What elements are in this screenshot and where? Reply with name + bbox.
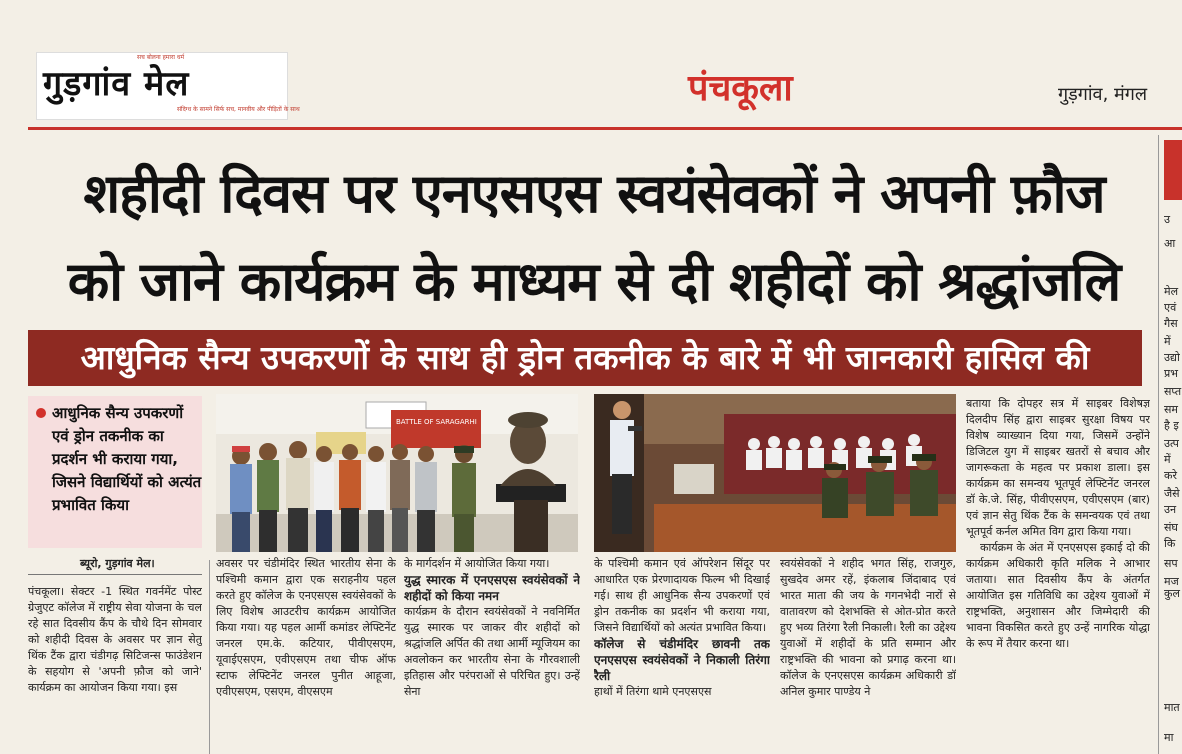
article-column-5 (780, 556, 956, 754)
article-column-4 (594, 556, 770, 754)
headline-line-1: शहीदी दिवस पर एनएसएस स्वयंसेवकों ने अपनी फ़ौज (83, 162, 1105, 225)
adjacent-text-fragment: जैसे (1164, 487, 1180, 500)
adjacent-text-fragment: उ (1164, 213, 1171, 226)
board-title: BATTLE OF SARAGARHI (396, 418, 477, 426)
adjacent-text-fragment: आ (1164, 237, 1176, 250)
column-4-text-a: के पश्चिमी कमान एवं ऑपरेशन सिंदूर पर आधारित एक प्रेरणादायक फिल्म भी दिखाई गई। साथ ही आधुनिक सैन्य उपकरणों एवं ड्रोन तकनीक का प्रदर्शन भी कराया गया, जिसने विद्यार्थियों को अत्यंत प्रभावित किया। (594, 557, 770, 634)
byline-divider (28, 574, 202, 575)
adjacent-text-fragment: गैस (1164, 317, 1178, 330)
dateline: गुड़गांव, मंगल (1058, 84, 1148, 105)
column-3-subheading: युद्ध स्मारक में एनएसएस स्वयंसेवकों ने शहीदों को किया नमन (404, 573, 580, 603)
masthead-divider (28, 127, 1182, 130)
photo1-illustration (216, 394, 578, 552)
adjacent-text-fragment: में (1164, 335, 1171, 348)
article-column-6 (966, 396, 1150, 754)
adjacent-text-fragment: कुल (1164, 587, 1180, 600)
adjacent-text-fragment: सप्त (1164, 385, 1182, 398)
column-4-subheading: कॉलेज से चंडीमंदिर छावनी तक एनएसएस स्वयंसेवकों ने निकाली तिरंगा रैली (594, 637, 770, 683)
adjacent-text-fragment: प्रभ (1164, 367, 1178, 380)
photo2-illustration (594, 394, 956, 552)
adjacent-text-fragment: सप (1164, 557, 1178, 570)
adjacent-text-fragment: संघ (1164, 521, 1178, 534)
logo-tagline: संदिग्ध के सामने सिर्फ सच, मानवीय और पीड़ितों के साथ (177, 106, 300, 113)
subhead-text: आधुनिक सैन्य उपकरणों के साथ ही ड्रोन तकनीक के बारे में भी जानकारी हासिल की (80, 338, 1090, 377)
headline (34, 150, 1154, 326)
adjacent-text-fragment: उद्यो (1164, 351, 1180, 364)
adjacent-text-fragment: मात (1164, 701, 1180, 714)
column-6-text-a: बताया कि दोपहर सत्र में साइबर विशेषज्ञ दिलदीप सिंह द्वारा साइबर सुरक्षा विषय पर विशेष व्याख्यान दिया गया, जिसमें उन्होंने डिजिटल युग में साइबर खतरों से बचाव और जागरूकता के महत्व पर प्रकाश डाला। इस कार्यक्रम का समन्वय भूतपूर्व लेफ्टिनेंट जनरल डॉ के.जे. सिंह, पीवीएसएम, एवीएसएम (बार) एवं ज्ञान सेतु थिंक टैंक के समन्वयक एवं तथा भूतपूर्व कर्नल अमित विग द्वारा किया गया। (966, 397, 1150, 538)
column-1-text: पंचकूला। सेक्टर -1 स्थित गवर्नमेंट पोस्ट ग्रेजुएट कॉलेज में राष्ट्रीय सेवा योजना के चल रहे सात दिवसीय कैंप के चौथे दिन सोमवार को शहीदी दिवस के अवसर पर ज्ञान सेतु थिंक टैंक द्वारा चंडीगढ़ सिटिजन्स फाउंडेशन के सहयोग से 'अपनी फ़ौज को जाने' कार्यक्रम का आयोजन किया गया। इस (28, 585, 202, 694)
adjacent-text-fragment: मेल (1164, 285, 1179, 298)
column-4-text-b: हाथों में तिरंगा थामे एनएसएस (594, 685, 712, 698)
section-title: पंचकूला (688, 68, 793, 109)
adjacent-text-fragment: एवं (1164, 301, 1177, 314)
article-column-1 (28, 584, 202, 754)
highlight-text: आधुनिक सैन्य उपकरणों एवं ड्रोन तकनीक का प्रदर्शन भी कराया गया, जिसने विद्यार्थियों को अत्यंत प्रभावित किया (52, 404, 202, 514)
column-3-text-a: के मार्गदर्शन में आयोजित किया गया। (404, 557, 550, 570)
adjacent-text-fragment: में (1164, 453, 1171, 466)
adjacent-text-fragment: सम (1164, 403, 1179, 416)
adjacent-text-fragment: मा (1164, 731, 1174, 744)
adjacent-text-fragment: मज (1164, 575, 1179, 588)
adjacent-text-fragment: है इ (1164, 419, 1179, 432)
adjacent-text-fragment: उत्प (1164, 437, 1179, 450)
adjacent-text-fragment: उन (1164, 503, 1177, 516)
column-divider (209, 560, 210, 754)
photo-students-with-soldier (216, 394, 578, 552)
article-column-3 (404, 556, 580, 754)
column-6-text-b: कार्यक्रम के अंत में एनएसएस इकाई दो की कार्यक्रम अधिकारी कृति मलिक ने आभार जताया। सात दिवसीय कैंप के अंतर्गत आयोजित इस गतिविधि का उद्देश्य युवाओं में राष्ट्रभक्ति, अनुशासन और जिम्मेदारी की भावना विकसित करते हुए उन्हें नागरिक योद्धा के रूप में तैयार करना था। (966, 541, 1150, 650)
column-5-text: स्वयंसेवकों ने शहीद भगत सिंह, राजगुरु, सुखदेव अमर रहें, इंकलाब जिंदाबाद एवं भारत माता की जय के गगनभेदी नारों से वातावरण को देशभक्ति से ओत-प्रोत करते हुए भव्य तिरंगा रैली निकाली। रैली का उद्देश्य युवाओं में शहीदों के प्रति सम्मान और राष्ट्रभक्ति की भावना को प्रगाढ़ करना था। कॉलेज के एनएसएस कार्यक्रम अधिकारी डॉ अनिल कुमार पाण्डेय ने (780, 557, 956, 698)
masthead (28, 48, 1182, 126)
logo-text: गुड़गांव मेल (43, 64, 190, 104)
headline-line-2: को जाने कार्यक्रम के माध्यम से दी शहीदों को श्रद्धांजलि (67, 250, 1121, 313)
adjacent-text-fragment: कि (1164, 537, 1176, 550)
adjacent-text-fragment: करे (1164, 469, 1177, 482)
bullet-icon (36, 408, 46, 418)
byline: ब्यूरो, गुड़गांव मेल। (80, 557, 155, 570)
column-2-text: अवसर पर चंडीमंदिर स्थित भारतीय सेना के पश्चिमी कमान द्वारा एक सराहनीय पहल करते हुए कॉलेज के एनएसएस स्वयंसेवकों के लिए विशेष आउटरीच कार्यक्रम आयोजित किया गया। यह पहल आर्मी कमांडर लेफ्टिनेंट जनरल एम.के. कटियार, पीवीएसएम, यूवाईएसएम, एवीएसएम तथा चीफ ऑफ स्टाफ लेफ्टिनेंट जनरल पुनीत आहूजा, एवीएसएम, एसएम, वीएसएम (216, 557, 396, 698)
logo-top-line: सच बोलना हमारा धर्म (137, 54, 185, 61)
photo-auditorium-lecture (594, 394, 956, 552)
article-column-2 (216, 556, 396, 754)
adjacent-red-block (1164, 140, 1182, 200)
newspaper-logo (36, 52, 300, 120)
column-3-text-b: कार्यक्रम के दौरान स्वयंसेवकों ने नवनिर्मित युद्ध स्मारक पर जाकर वीर शहीदों को श्रद्धांजलि अर्पित की तथा आर्मी म्यूजियम का अवलोकन कर भारतीय सेना के गौरवशाली इतिहास और परंपराओं से परिचित हुए। उन्हें सेना (404, 605, 580, 698)
